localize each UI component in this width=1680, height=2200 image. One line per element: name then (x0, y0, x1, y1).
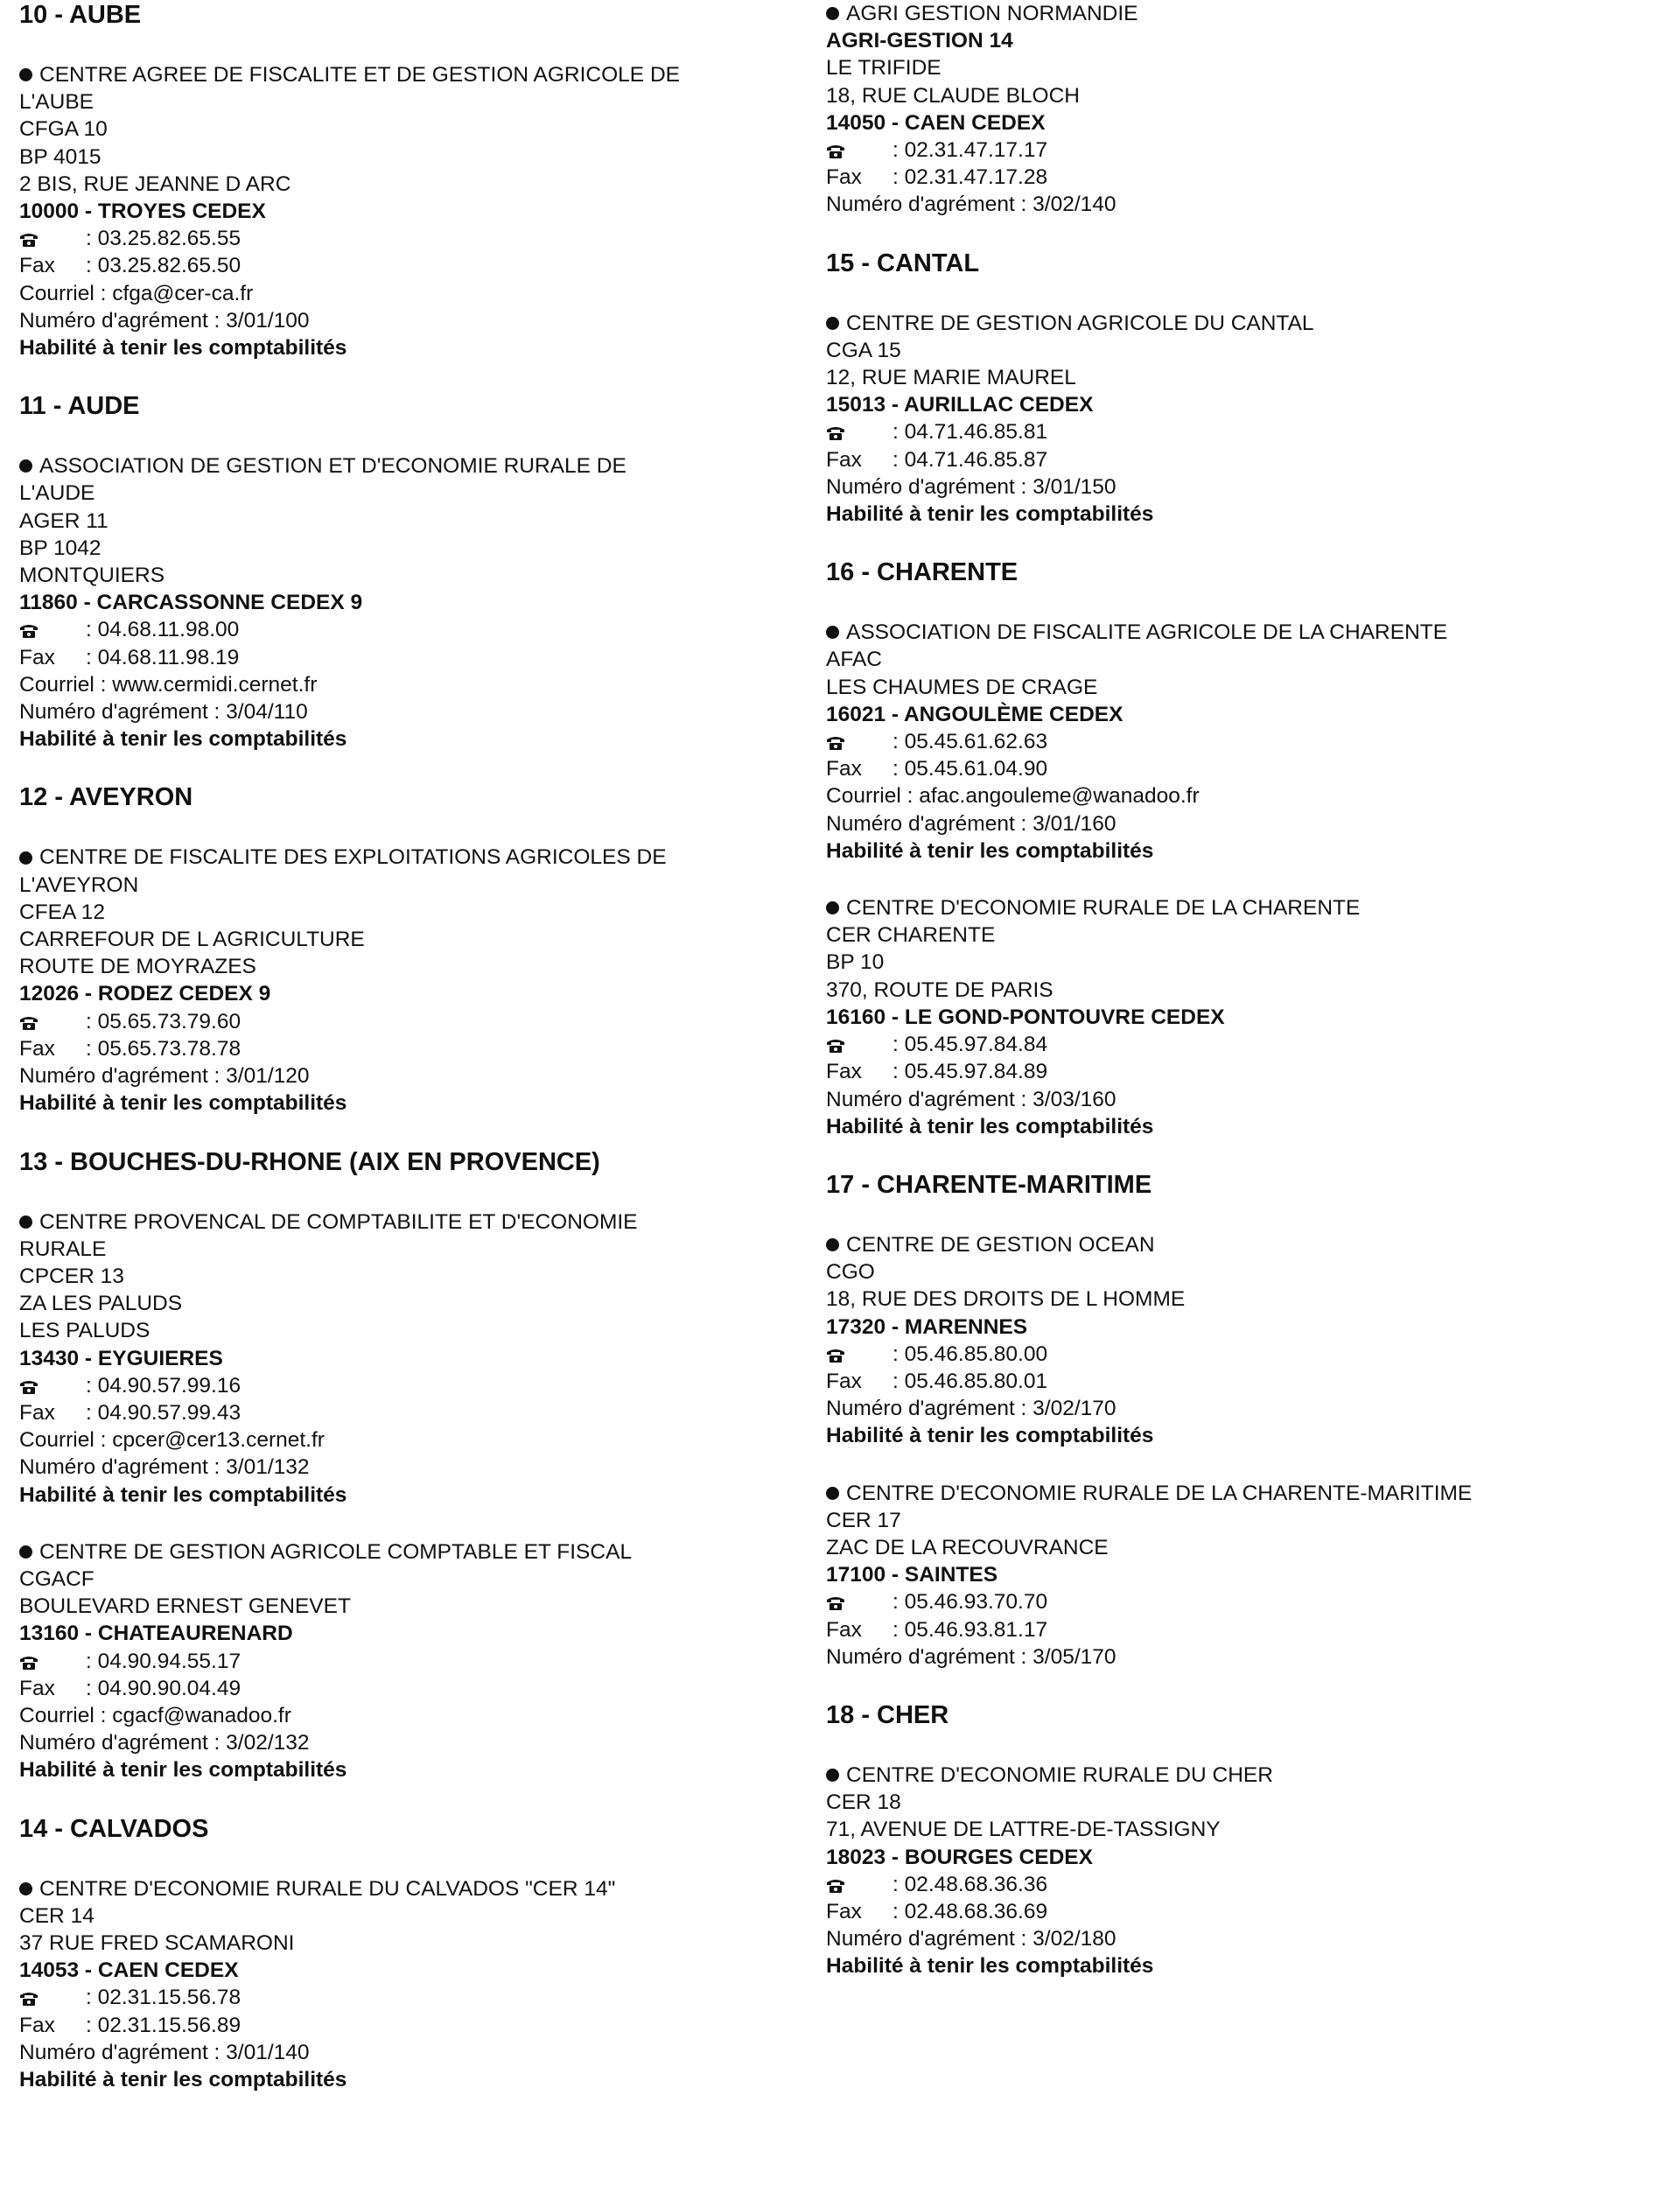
directory-entry (826, 619, 1666, 865)
fax-number: : 02.48.68.36.69 (892, 1899, 1048, 1923)
phone-number: : 04.90.94.55.17 (86, 1649, 242, 1673)
organization-name (19, 61, 807, 88)
fax-line (826, 1616, 1666, 1643)
bullet-icon (826, 1769, 839, 1782)
directory-entry (19, 1875, 807, 2094)
agrement-line (826, 473, 1666, 501)
postal-city: 13430 - EYGUIERES (19, 1346, 223, 1370)
agrement-label: Numéro d'agrément : (826, 193, 1033, 217)
department-heading: 17 - CHARENTE-MARITIME (826, 1170, 1152, 1199)
address-line: LE TRIFIDE (826, 56, 942, 81)
phone-number: : 05.46.85.80.00 (892, 1342, 1048, 1366)
phone-line (826, 137, 1666, 164)
postal-city: 15013 - AURILLAC CEDEX (826, 393, 1094, 417)
bullet-icon (826, 317, 839, 330)
fax-label: Fax (19, 1676, 55, 1700)
fax-line (826, 446, 1666, 473)
fax-number: : 04.68.11.98.19 (86, 645, 240, 669)
organization-name-text: L'AUDE (19, 481, 95, 506)
organization-name-cont (19, 480, 807, 507)
fax-label: Fax (826, 447, 862, 472)
address-line: ZA LES PALUDS (19, 1292, 183, 1316)
fax-label: Fax (826, 757, 862, 781)
department-heading: 14 - CALVADOS (19, 1814, 209, 1843)
agrement-number: 3/02/132 (226, 1731, 310, 1755)
right-column (826, 0, 1666, 2010)
phone-number: : 03.25.82.65.55 (86, 227, 242, 251)
organization-name-text: CENTRE PROVENCAL DE COMPTABILITE ET D'ECONOMIE (39, 1209, 638, 1234)
telephone-icon (19, 616, 86, 643)
directory-entry (826, 894, 1666, 1140)
organization-name (826, 1762, 1666, 1789)
organization-name (826, 0, 1666, 27)
agrement-label: Numéro d'agrément : (19, 1064, 227, 1089)
phone-line (826, 728, 1666, 755)
agrement-number: 3/01/150 (1032, 474, 1116, 499)
address-line: ROUTE DE MOYRAZES (19, 955, 256, 979)
bullet-icon (826, 901, 839, 914)
organization-name-text: ASSOCIATION DE FISCALITE AGRICOLE DE LA CHARENTE (846, 620, 1448, 645)
organization-name (826, 894, 1666, 921)
agrement-label: Numéro d'agrément : (19, 2040, 227, 2064)
address-line: BOULEVARD ERNEST GENEVET (19, 1594, 351, 1619)
address-line: CGACF (19, 1566, 94, 1591)
postal-city: 13160 - CHATEAURENARD (19, 1622, 293, 1646)
address-line: AFAC (826, 648, 882, 672)
postal-city: 12026 - RODEZ CEDEX 9 (19, 982, 271, 1006)
address-line: 71, AVENUE DE LATTRE-DE-TASSIGNY (826, 1818, 1221, 1842)
bullet-icon (826, 1487, 839, 1500)
agrement-line (826, 1925, 1666, 1952)
agrement-line (19, 1729, 807, 1756)
agrement-line (19, 1454, 807, 1481)
postal-city: 17100 - SAINTES (826, 1563, 998, 1587)
organization-name (826, 310, 1666, 337)
address-line: BP 4015 (19, 144, 102, 169)
fax-number: : 02.31.47.17.28 (892, 165, 1048, 190)
address-line: 18, RUE DES DROITS DE L HOMME (826, 1287, 1186, 1312)
fax-number: : 05.46.85.80.01 (892, 1369, 1048, 1393)
left-column (19, 0, 807, 2123)
organization-name (826, 1231, 1666, 1258)
organization-name (19, 1875, 807, 1902)
agrement-number: 3/02/170 (1032, 1397, 1116, 1421)
address-line: BP 10 (826, 950, 885, 975)
agrement-number: 3/05/170 (1032, 1644, 1116, 1669)
agrement-line (19, 698, 807, 725)
organization-name-cont (19, 872, 807, 899)
department-heading: 13 - BOUCHES-DU-RHONE (AIX EN PROVENCE) (19, 1147, 600, 1176)
telephone-icon (19, 1372, 86, 1399)
phone-line (19, 1372, 807, 1399)
organization-name-cont (19, 1236, 807, 1263)
address-line: CARREFOUR DE L AGRICULTURE (19, 928, 365, 952)
email-address: www.cermidi.cernet.fr (112, 672, 318, 697)
habilite-statement: Habilité à tenir les comptabilités (19, 727, 347, 752)
fax-number: : 04.71.46.85.87 (892, 447, 1048, 472)
fax-line (826, 164, 1666, 191)
postal-city: 14050 - CAEN CEDEX (826, 110, 1046, 135)
bullet-icon (826, 626, 839, 639)
email-label: Courriel : (826, 784, 920, 809)
fax-line (19, 644, 807, 671)
organization-name-text: CENTRE AGREE DE FISCALITE ET DE GESTION AGRICOLE DE (39, 63, 680, 87)
telephone-icon (19, 225, 86, 252)
telephone-icon (19, 1984, 86, 2011)
habilite-statement: Habilité à tenir les comptabilités (19, 1482, 347, 1507)
directory-entry (826, 1762, 1666, 1980)
address-line: 2 BIS, RUE JEANNE D ARC (19, 172, 291, 196)
phone-number: : 02.31.47.17.17 (892, 138, 1048, 163)
agrement-number: 3/01/132 (226, 1455, 310, 1480)
phone-line (826, 1871, 1666, 1898)
bullet-icon (19, 1216, 32, 1229)
address-line: MONTQUIERS (19, 564, 165, 588)
agrement-line (19, 2039, 807, 2066)
bullet-icon (19, 1545, 32, 1559)
fax-line (19, 2012, 807, 2039)
phone-line (19, 1984, 807, 2011)
address-line: CER CHARENTE (826, 923, 996, 948)
fax-line (19, 1675, 807, 1702)
organization-name-text: CENTRE DE GESTION AGRICOLE COMPTABLE ET FISCAL (39, 1539, 633, 1564)
directory-entry (19, 1209, 807, 1509)
directory-entry (826, 1480, 1666, 1671)
agrement-number: 3/02/140 (1032, 193, 1116, 217)
department-heading: 16 - CHARENTE (826, 558, 1018, 587)
agrement-label: Numéro d'agrément : (19, 1455, 227, 1480)
phone-line (826, 1031, 1666, 1058)
agrement-line (19, 307, 807, 334)
email-line (826, 782, 1666, 809)
fax-label: Fax (826, 1617, 862, 1642)
organization-name (19, 1209, 807, 1236)
phone-number: : 05.46.93.70.70 (892, 1590, 1048, 1615)
organization-name (826, 1480, 1666, 1507)
agrement-line (826, 810, 1666, 837)
agrement-number: 3/01/100 (226, 308, 310, 333)
fax-label: Fax (826, 1899, 862, 1923)
agrement-line (826, 191, 1666, 218)
organization-name (19, 844, 807, 871)
phone-line (826, 418, 1666, 445)
email-address: cpcer@cer13.cernet.fr (112, 1428, 325, 1453)
fax-line (19, 252, 807, 279)
address-line: CGA 15 (826, 338, 901, 362)
organization-name-text: ASSOCIATION DE GESTION ET D'ECONOMIE RURALE DE (39, 454, 626, 479)
department-heading: 18 - CHER (826, 1700, 949, 1729)
agrement-number: 3/03/160 (1032, 1087, 1116, 1111)
bullet-icon (826, 7, 839, 20)
address-line: CER 14 (19, 1903, 94, 1928)
postal-city: 10000 - TROYES CEDEX (19, 200, 266, 224)
agrement-label: Numéro d'agrément : (826, 1087, 1033, 1111)
email-label: Courriel : (19, 1428, 113, 1453)
organization-name-text: CENTRE DE GESTION OCEAN (846, 1232, 1155, 1257)
agrement-label: Numéro d'agrément : (826, 811, 1033, 836)
department-heading: 15 - CANTAL (826, 249, 980, 277)
phone-line (826, 1341, 1666, 1368)
habilite-statement: Habilité à tenir les comptabilités (19, 2067, 347, 2091)
phone-line (19, 1648, 807, 1675)
agrement-label: Numéro d'agrément : (826, 1397, 1033, 1421)
bullet-icon (826, 1238, 839, 1251)
fax-label: Fax (19, 254, 55, 278)
address-line: AGER 11 (19, 508, 108, 533)
fax-number: : 04.90.90.04.49 (86, 1676, 242, 1700)
organization-name (19, 1538, 807, 1566)
directory-entry (826, 1231, 1666, 1450)
agrement-label: Numéro d'agrément : (826, 1927, 1033, 1951)
address-line: LES PALUDS (19, 1319, 150, 1343)
agrement-label: Numéro d'agrément : (826, 474, 1033, 499)
phone-number: : 02.31.15.56.78 (86, 1986, 242, 2010)
telephone-icon (19, 1008, 86, 1035)
address-line: CPCER 13 (19, 1264, 124, 1288)
organization-name-text: RURALE (19, 1237, 107, 1261)
address-line: 37 RUE FRED SCAMARONI (19, 1930, 295, 1955)
fax-label: Fax (19, 1400, 55, 1425)
telephone-icon (826, 1588, 892, 1615)
fax-label: Fax (826, 1060, 862, 1084)
organization-name (19, 452, 807, 480)
habilite-statement: Habilité à tenir les comptabilités (826, 502, 1154, 527)
directory-entry (19, 61, 807, 361)
telephone-icon (826, 1871, 892, 1898)
postal-city: 17320 - MARENNES (826, 1314, 1028, 1339)
organization-name-text: CENTRE D'ECONOMIE RURALE DU CHER (846, 1762, 1273, 1787)
phone-number: : 05.65.73.79.60 (86, 1009, 242, 1033)
habilite-statement: Habilité à tenir les comptabilités (826, 838, 1154, 863)
address-line: BP 1042 (19, 536, 102, 560)
organization-name-text: CENTRE DE GESTION AGRICOLE DU CANTAL (846, 311, 1314, 335)
directory-entry (826, 310, 1666, 529)
phone-number: : 02.48.68.36.36 (892, 1872, 1048, 1896)
telephone-icon (826, 1341, 892, 1368)
fax-line (826, 1898, 1666, 1925)
agrement-label: Numéro d'agrément : (19, 700, 227, 725)
department-heading: 11 - AUDE (19, 392, 140, 421)
email-address: cfga@cer-ca.fr (112, 281, 254, 305)
telephone-icon (826, 1031, 892, 1058)
fax-label: Fax (19, 1036, 55, 1061)
bullet-icon (19, 68, 32, 81)
phone-line (19, 225, 807, 252)
address-line: ZAC DE LA RECOUVRANCE (826, 1535, 1109, 1559)
agrement-line (826, 1086, 1666, 1113)
organization-name-text: CENTRE D'ECONOMIE RURALE DU CALVADOS "CER 14" (39, 1876, 616, 1901)
address-line: CER 17 (826, 1508, 901, 1532)
address-line: CFGA 10 (19, 117, 108, 142)
organization-acronym: AGRI-GESTION 14 (826, 29, 1013, 53)
phone-line (19, 1008, 807, 1035)
directory-entry (19, 1538, 807, 1784)
email-line (19, 1702, 807, 1729)
fax-line (826, 1368, 1666, 1395)
email-address: cgacf@wanadoo.fr (112, 1703, 291, 1727)
phone-number: : 05.45.61.62.63 (892, 730, 1048, 754)
habilite-statement: Habilité à tenir les comptabilités (19, 1091, 347, 1116)
organization-name-text: L'AVEYRON (19, 872, 139, 897)
agrement-line (826, 1395, 1666, 1422)
habilite-statement: Habilité à tenir les comptabilités (19, 1758, 347, 1783)
phone-line (19, 616, 807, 643)
fax-line (19, 1399, 807, 1426)
agrement-line (826, 1643, 1666, 1671)
fax-line (19, 1035, 807, 1062)
email-line (19, 671, 807, 698)
postal-city: 16160 - LE GOND-PONTOUVRE CEDEX (826, 1005, 1225, 1029)
address-line: CFEA 12 (19, 900, 106, 924)
postal-city: 18023 - BOURGES CEDEX (826, 1845, 1093, 1869)
agrement-number: 3/04/110 (226, 700, 308, 725)
directory-entry (19, 452, 807, 753)
postal-city: 14053 - CAEN CEDEX (19, 1958, 239, 1983)
agrement-label: Numéro d'agrément : (826, 1644, 1033, 1669)
fax-label: Fax (19, 645, 55, 669)
address-line: CER 18 (826, 1790, 901, 1815)
email-line (19, 280, 807, 307)
fax-number: : 05.65.73.78.78 (86, 1036, 242, 1061)
address-line: 18, RUE CLAUDE BLOCH (826, 83, 1081, 108)
department-heading: 12 - AVEYRON (19, 783, 193, 812)
phone-line (826, 1588, 1666, 1615)
organization-name (826, 619, 1666, 646)
agrement-label: Numéro d'agrément : (19, 1731, 227, 1755)
organization-name-cont (19, 88, 807, 116)
fax-label: Fax (826, 1369, 862, 1393)
organization-name-text: CENTRE D'ECONOMIE RURALE DE LA CHARENTE-MARITIME (846, 1481, 1473, 1505)
postal-city: 16021 - ANGOULÈME CEDEX (826, 702, 1124, 726)
address-line: LES CHAUMES DE CRAGE (826, 675, 1098, 699)
email-line (19, 1426, 807, 1454)
email-label: Courriel : (19, 1703, 113, 1727)
department-heading: 10 - AUBE (19, 1, 142, 29)
phone-number: : 05.45.97.84.84 (892, 1033, 1048, 1057)
email-label: Courriel : (19, 672, 113, 697)
email-label: Courriel : (19, 281, 113, 305)
fax-number: : 03.25.82.65.50 (86, 254, 242, 278)
directory-entry (19, 844, 807, 1117)
phone-number: : 04.71.46.85.81 (892, 420, 1048, 445)
organization-name-text: L'AUBE (19, 90, 94, 115)
telephone-icon (826, 728, 892, 755)
fax-number: : 04.90.57.99.43 (86, 1400, 242, 1425)
agrement-line (19, 1062, 807, 1089)
agrement-number: 3/01/120 (226, 1064, 310, 1089)
fax-label: Fax (19, 2013, 55, 2037)
bullet-icon (19, 459, 32, 473)
organization-name-text: CENTRE D'ECONOMIE RURALE DE LA CHARENTE (846, 896, 1361, 921)
agrement-label: Numéro d'agrément : (19, 308, 227, 333)
fax-number: : 05.45.97.84.89 (892, 1060, 1048, 1084)
agrement-number: 3/01/160 (1032, 811, 1116, 836)
telephone-icon (826, 137, 892, 164)
telephone-icon (826, 418, 892, 445)
address-line: CGO (826, 1260, 875, 1285)
address-line: 370, ROUTE DE PARIS (826, 977, 1054, 1002)
habilite-statement: Habilité à tenir les comptabilités (826, 1424, 1154, 1448)
agrement-number: 3/01/140 (226, 2040, 310, 2064)
habilite-statement: Habilité à tenir les comptabilités (826, 1114, 1154, 1139)
address-line: 12, RUE MARIE MAUREL (826, 366, 1076, 390)
habilite-statement: Habilité à tenir les comptabilités (19, 336, 347, 361)
phone-number: : 04.90.57.99.16 (86, 1373, 242, 1398)
fax-label: Fax (826, 165, 862, 190)
telephone-icon (19, 1648, 86, 1675)
fax-number: : 05.46.93.81.17 (892, 1617, 1048, 1642)
phone-number: : 04.68.11.98.00 (86, 618, 240, 642)
habilite-statement: Habilité à tenir les comptabilités (826, 1954, 1154, 1979)
fax-line (826, 755, 1666, 782)
bullet-icon (19, 1882, 32, 1895)
organization-name-text: AGRI GESTION NORMANDIE (846, 2, 1138, 25)
bullet-icon (19, 851, 32, 865)
agrement-number: 3/02/180 (1032, 1927, 1116, 1951)
fax-number: : 02.31.15.56.89 (86, 2013, 242, 2037)
organization-name-text: CENTRE DE FISCALITE DES EXPLOITATIONS AGRICOLES DE (39, 845, 667, 870)
fax-line (826, 1058, 1666, 1085)
directory-entry (826, 0, 1666, 219)
email-address: afac.angouleme@wanadoo.fr (919, 784, 1200, 809)
fax-number: : 05.45.61.04.90 (892, 757, 1048, 781)
postal-city: 11860 - CARCASSONNE CEDEX 9 (19, 591, 363, 615)
